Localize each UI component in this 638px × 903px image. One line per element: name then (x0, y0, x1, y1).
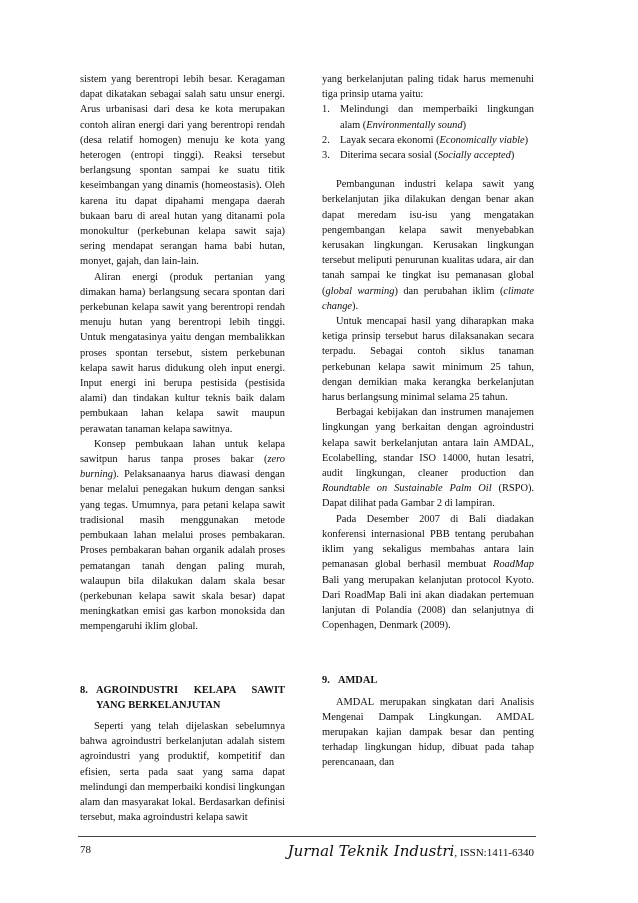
section-number: 9. (322, 675, 330, 687)
paragraph: sistem yang berentropi lebih besar. Keragaman dapat dikatakan sebagai salah satu unsur energi. Arus urbanisasi dari desa ke kota merupakan contoh aliran energi dari yang berentropi rendah (desa relatif homogen) menuju ke kota yang heterogen (entropi tinggi). Reaksi tersebut berlangsung spontan sampai ke suatu titik keseimbangan yang dinamis (homeostasis). Oleh karena itu dapat dipahami mengapa daerah bukaan baru di areal hutan yang ditanami pola monokultur (perkebunan kelapa sawit saja) sering mendapat serangan hama babi hutan, monyet, gajah, dan lain-lain. (80, 74, 285, 268)
text: (RSPO). Dapat dilihat pada Gambar 2 di lampiran. (322, 483, 535, 510)
italic-term: Economically viable (439, 134, 525, 146)
section-heading-9 (322, 673, 534, 688)
text: Pembangunan industri kelapa sawit yang berkelanjutan jika dilakukan dengan benar akan dapat meredam isu-isu yang mengatakan pengembangan kelapa sawit menyebabkan kerusakan lingkungan. Kerusakan lingkungan tersebut meliputi penurunan kualitas udara, air dan tanah sampai ke tingkat isu pemanasan global ( (322, 179, 534, 297)
journal-title: Jurnal Teknik Industri (287, 842, 455, 860)
paragraph: AMDAL merupakan singkatan dari Analisis Mengenai Dampak Lingkungan. AMDAL merupakan kajian dampak besar dan penting terhadap lingkungan hidup, dibuat pada tahap perencanaan, dan (322, 696, 534, 769)
text: Konsep pembukaan lahan untuk kelapa sawitpun harus tanpa proses bakar ( (80, 438, 285, 466)
journal-citation (288, 842, 534, 860)
text: Layak secara ekonomi ( (340, 134, 440, 146)
paragraph (322, 405, 534, 511)
text: Melindungi dan memperbaiki lingkungan alam ( (340, 104, 534, 131)
paragraph (80, 437, 285, 635)
journal-issn: , ISSN:1411-6340 (454, 847, 534, 859)
text: ) (524, 134, 529, 146)
list-number: 2. (322, 134, 330, 146)
text: ) dan perubahan iklim ( (394, 285, 504, 297)
list-item (322, 133, 534, 148)
list-number: 3. (322, 150, 330, 162)
text: Pada Desember 2007 di Bali diadakan konferensi internasional PBB tentang perubahan iklim yang sekaligus membahas antara lain pemanasan global berhasil membuat (322, 513, 534, 571)
italic-term: Socially accepted (437, 150, 511, 162)
italic-term: Roundtable on Sustainable Palm Oil (322, 483, 492, 495)
section-title: AMDAL (338, 675, 378, 687)
section-heading-8 (80, 683, 285, 713)
paragraph (322, 512, 534, 634)
italic-term: global warming (325, 285, 395, 297)
page-number: 78 (80, 844, 91, 856)
text: ) (462, 119, 467, 131)
paragraph: Seperti yang telah dijelaskan sebelumnya bahwa agroindustri berkelanjutan adalah sistem agroindustri yang produktif, kompetitif dan efisien, serta pada saat yang sama dapat melindungi dan memperbaiki kondisi lingkungan alam dan masyarakat lokal. Berdasarkan definisi tersebut, maka agroindustri kelapa sawit (80, 720, 285, 824)
italic-term: RoadMap (493, 559, 534, 571)
list-text (340, 133, 534, 148)
list-item (322, 102, 534, 132)
italic-term: Environmentally sound (366, 119, 463, 131)
left-column (80, 72, 285, 825)
list-text (340, 102, 534, 132)
text: ). (352, 300, 359, 312)
text: Diterima secara sosial ( (340, 150, 438, 162)
text: ). Pelaksanaanya harus diawasi dengan benar melalui penegakan hukum dengan sanksi yang tegas. Umumnya, para petani kelapa sawit tradisional masih menggunakan metode pembukaan lahan melalui proses pembakaran. Proses pembakaran bahan organik adalah proses pematangan tanah dengan paling murah, walaupun bila dilakukan dalam skala besar (perkebunan kelapa sawit skala besar) dapat meningkatkan emisi gas karbon monoksida dan mempengaruhi iklim global. (80, 469, 285, 633)
italic-term: climate change (322, 285, 534, 312)
paragraph: yang berkelanjutan paling tidak harus memenuhi tiga prinsip utama yaitu: (322, 74, 534, 101)
list-text (340, 148, 534, 163)
right-column (322, 72, 534, 771)
list-number: 1. (322, 104, 330, 116)
text: ) (510, 150, 515, 162)
text: Berbagai kebijakan dan instrumen manajemen lingkungan yang berkaitan dengan agroindustri kelapa sawit berkelanjutan antara lain AMDAL, Ecolabelling, standar ISO 14000, hutan lesatri, audit lingkungan, cleaner production dan (322, 407, 534, 480)
section-title: AGROINDUSTRI KELAPA SAWIT YANG BERKELANJUTAN (96, 684, 285, 711)
paragraph (322, 177, 534, 314)
text: Bali yang merupakan kelanjutan protocol Kyoto. Dari RoadMap Bali ini akan diadakan pertemuan lanjutan di Polandia (2008) dan selanjutnya di Copenhagen, Denmark (2009). (322, 574, 534, 632)
principles-list (322, 102, 534, 163)
footer-divider (78, 836, 536, 837)
list-item (322, 148, 534, 163)
section-number: 8. (80, 684, 88, 696)
paragraph: Aliran energi (produk pertanian yang dimakan hama) berlangsung secara spontan dari perkebunan kelapa sawit yang berentropi rendah menuju hutan yang berentropi lebih tinggi. Untuk mengatasinya yaitu dengan membalikkan proses spontan tersebut, sistem perkebunan kelapa sawit harus didukung oleh input energi. Input energi ini berupa pestisida (pestisida alami) dan tindakan kultur teknis baik dalam pembukaan lahan kelapa sawit maupun perawatan tanaman kelapa sawitnya. (80, 271, 285, 435)
italic-term: zero burning (80, 454, 285, 481)
paragraph: Untuk mencapai hasil yang diharapkan maka ketiga prinsip tersebut harus dilaksanakan secara terpadu. Sebagai contoh siklus tanaman perkebunan kelapa sawit minimum 25 tahun, dengan demikian maka kerangka berkelanjutan harus berlangsung minimal selama 25 tahun. (322, 316, 534, 404)
